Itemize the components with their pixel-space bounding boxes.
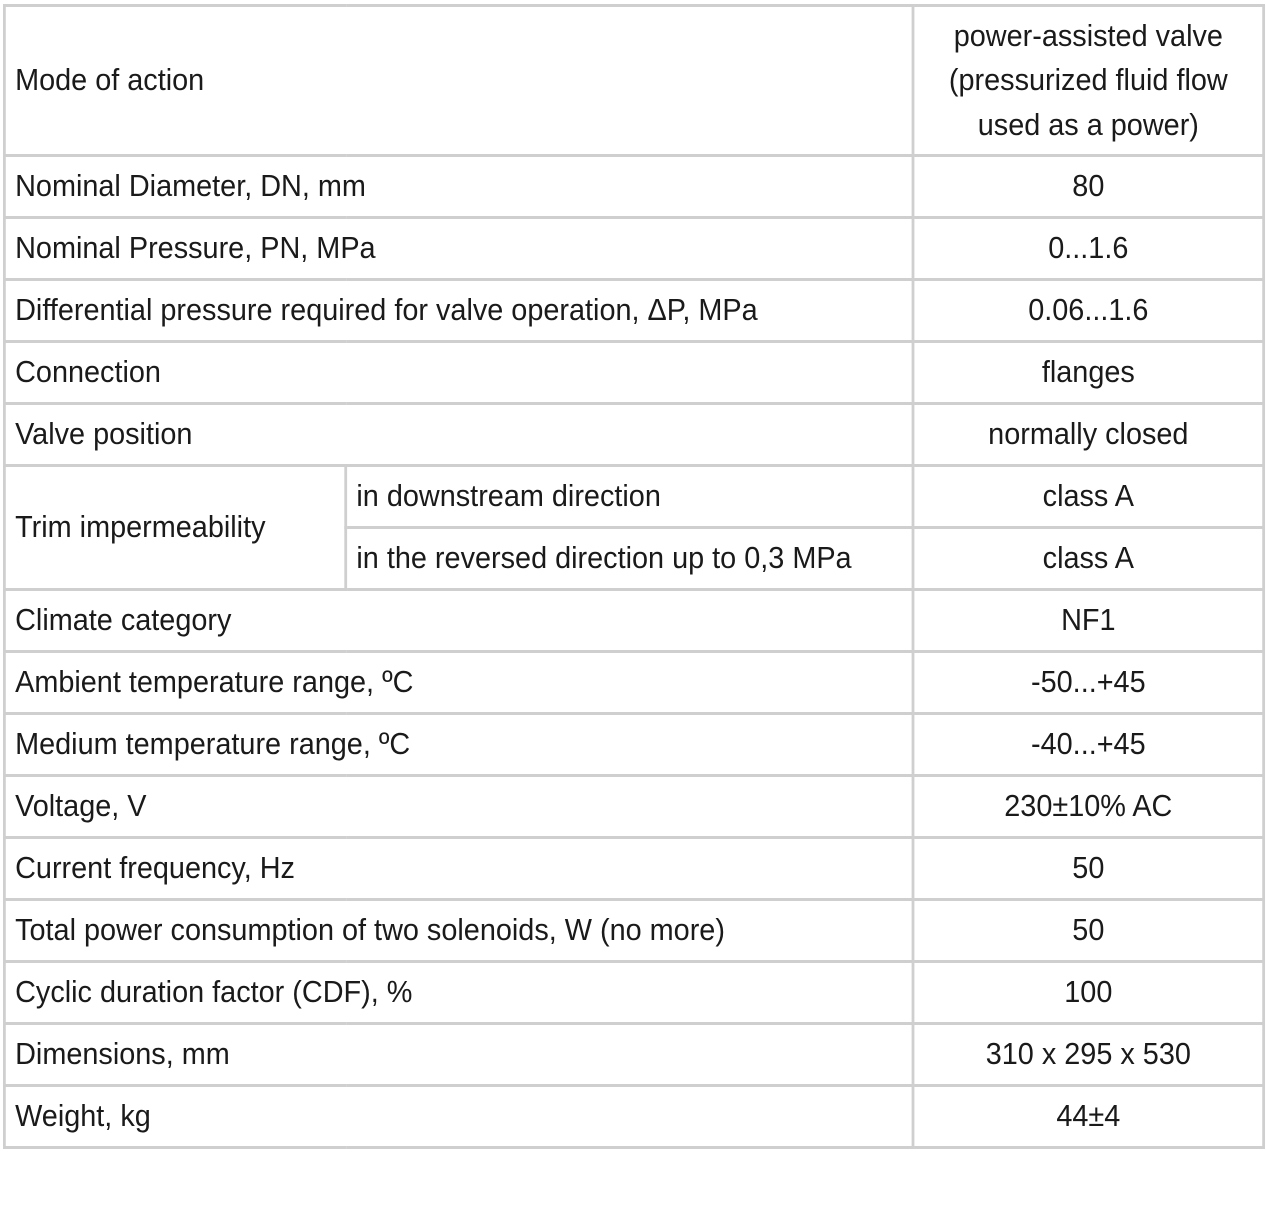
table-row <box>4 838 1263 900</box>
row-label: Voltage, V <box>4 776 913 838</box>
row-value: 44±4 <box>913 1086 1264 1148</box>
row-label: Mode of action <box>4 6 913 156</box>
row-label: Current frequency, Hz <box>4 838 913 900</box>
row-value: 230±10% AC <box>913 776 1264 838</box>
row-label: Weight, kg <box>4 1086 913 1148</box>
table-row <box>4 652 1263 714</box>
table-row <box>4 714 1263 776</box>
table-row <box>4 342 1263 404</box>
row-value: -50...+45 <box>913 652 1264 714</box>
row-label: Nominal Pressure, PN, MPa <box>4 218 913 280</box>
sub-row-label: in downstream direction <box>346 466 913 528</box>
row-label: Medium temperature range, ºC <box>4 714 913 776</box>
table-row <box>4 280 1263 342</box>
row-value: 100 <box>913 962 1264 1024</box>
sub-row-label: in the reversed direction up to 0,3 MPa <box>346 528 913 590</box>
row-label: Valve position <box>4 404 913 466</box>
row-value: NF1 <box>913 590 1264 652</box>
row-label: Climate category <box>4 590 913 652</box>
table-row <box>4 962 1263 1024</box>
row-label: Differential pressure required for valve operation, ΔP, MPa <box>4 280 913 342</box>
table-row <box>4 1024 1263 1086</box>
row-label: Ambient temperature range, ºC <box>4 652 913 714</box>
row-value: 0...1.6 <box>913 218 1264 280</box>
table-row <box>4 590 1263 652</box>
spec-table <box>3 4 1265 1149</box>
table-row <box>4 218 1263 280</box>
row-value: class A <box>913 466 1264 528</box>
row-label: Total power consumption of two solenoids, W (no more) <box>4 900 913 962</box>
spec-table-wrapper <box>3 4 1266 1149</box>
table-row <box>4 466 1263 528</box>
table-row <box>4 900 1263 962</box>
row-value: normally closed <box>913 404 1264 466</box>
row-value: 80 <box>913 156 1264 218</box>
row-label: Cyclic duration factor (CDF), % <box>4 962 913 1024</box>
row-value: class A <box>913 528 1264 590</box>
table-row <box>4 156 1263 218</box>
row-value: -40...+45 <box>913 714 1264 776</box>
row-label: Trim impermeability <box>4 466 345 590</box>
row-value: 50 <box>913 900 1264 962</box>
table-row <box>4 404 1263 466</box>
row-value: 310 x 295 x 530 <box>913 1024 1264 1086</box>
table-row <box>4 1086 1263 1148</box>
table-row <box>4 6 1263 156</box>
row-label: Connection <box>4 342 913 404</box>
row-value: flanges <box>913 342 1264 404</box>
row-value: power-assisted valve (pressurized fluid flow used as a power) <box>913 6 1264 156</box>
row-value: 50 <box>913 838 1264 900</box>
row-label: Dimensions, mm <box>4 1024 913 1086</box>
row-label: Nominal Diameter, DN, mm <box>4 156 913 218</box>
row-value: 0.06...1.6 <box>913 280 1264 342</box>
table-row <box>4 776 1263 838</box>
